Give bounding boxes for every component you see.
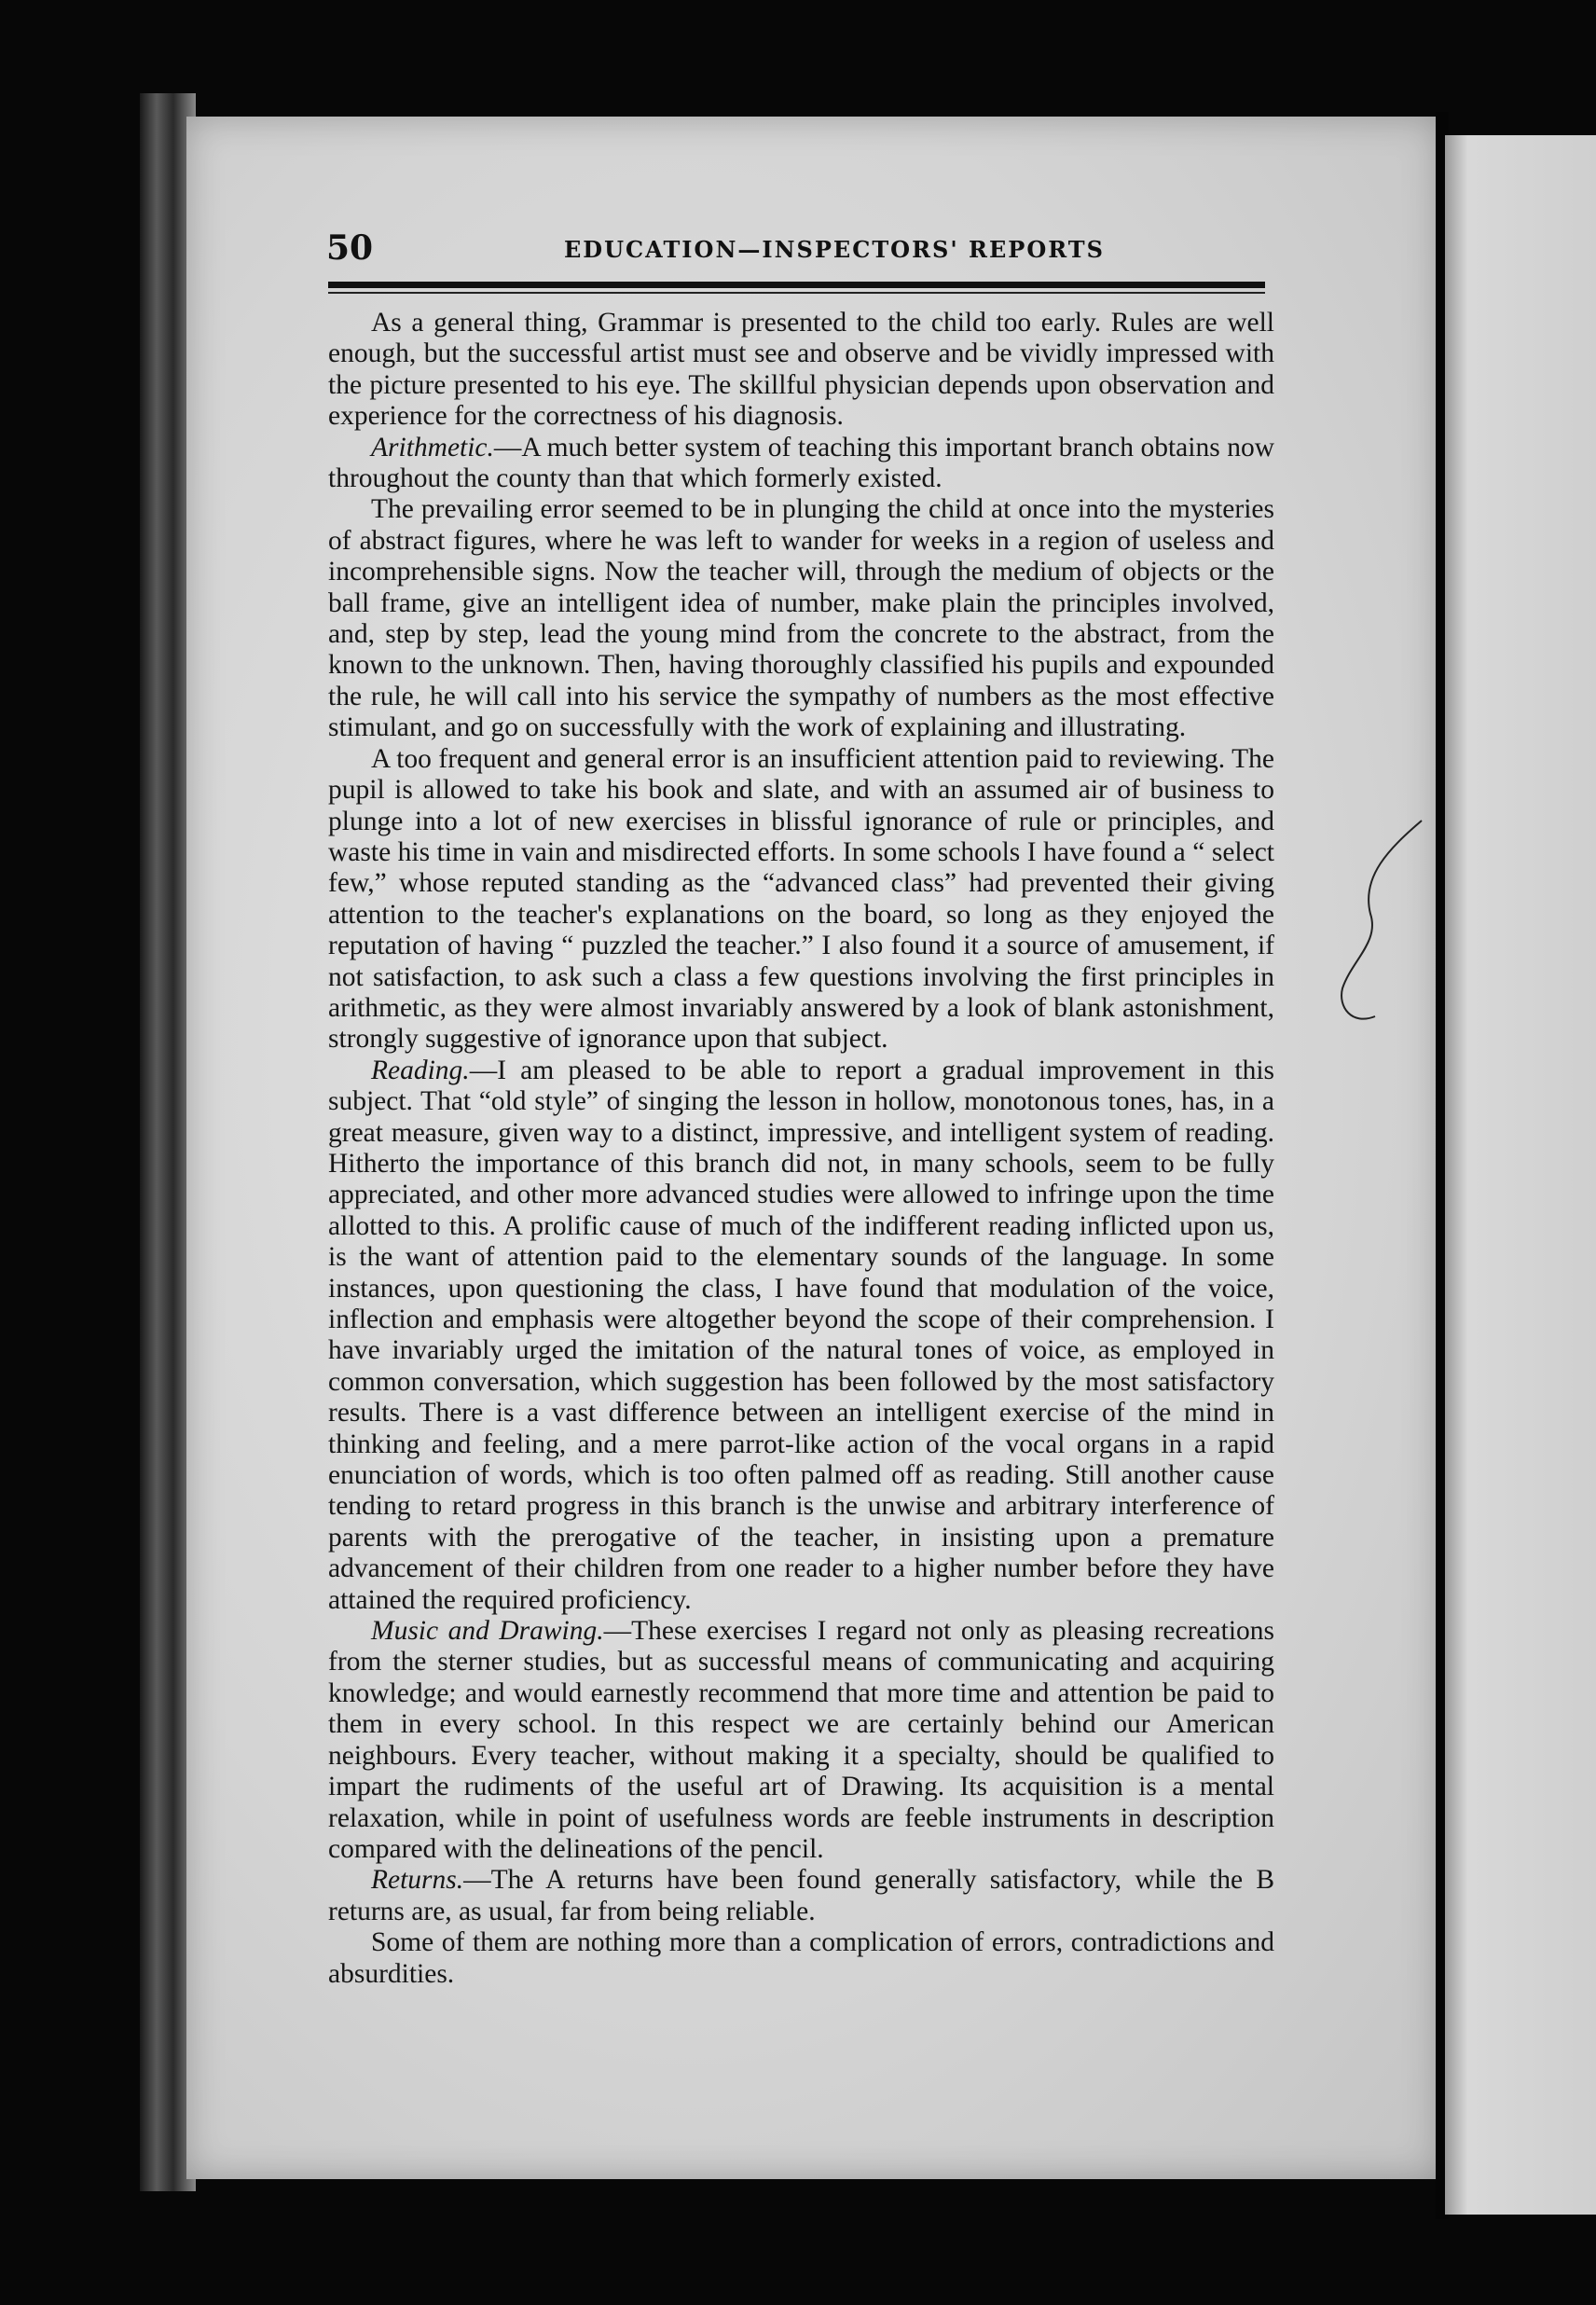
margin-pen-mark <box>1333 811 1445 1054</box>
section-heading-returns: Returns. <box>371 1865 464 1896</box>
header-rule-thick <box>328 282 1265 288</box>
paragraph-reading <box>328 1056 1274 1616</box>
paragraph-text: Some of them are nothing more than a complication of errors, contradictions and absurdities. <box>328 1927 1274 1989</box>
adjacent-page-edge <box>1445 135 1596 2215</box>
paragraph-text: —These exercises I regard not only as pleasing recreations from the sterner studies, but as successful means of communicating and acquiring knowledge; and would earnestly recommend that more time and attention be paid to them in every school. In this respect we are certainly behind our American neighbours. Every teacher, without making it a specialty, should be qualified to impart the rudiments of the useful art of Drawing. Its acquisition is a mental relaxation, while in point of usefulness words are feeble instruments in description compared with the delineations of the pencil. <box>328 1616 1274 1864</box>
paragraph-text: —The A returns have been found generally satisfactory, while the B returns are, as usual, far from being reliable. <box>328 1865 1274 1926</box>
paragraph-arithmetic <box>328 433 1274 495</box>
page-number: 50 <box>326 228 374 268</box>
paragraph-prevailing-error <box>328 494 1274 743</box>
header-rule-thin <box>328 292 1265 294</box>
paragraph-closing <box>328 1927 1274 1990</box>
paragraph-text: —A much better system of teaching this important branch obtains now throughout the county than that which formerly existed. <box>328 432 1274 494</box>
page-header <box>326 228 1277 275</box>
paragraph-text: A too frequent and general error is an insufficient attention paid to reviewing. The pupil is allowed to take his book and slate, and with an assumed air of business to plunge into a lot of new exercises in blissful ignorance of rule or principles, and waste his time in vain and misdirected efforts. In some schools I have found a “ select few,” whose reputed standing as the “advanced class” had prevented their giving attention to the teacher's explanations on the board, so long as they enjoyed the reputation of having “ puzzled the teacher.” I also found it a source of amusement, if not satisfaction, to ask such a class a few questions involving the first principles in arithmetic, as they were almost invariably answered by a look of blank astonishment, strongly suggestive of ignorance upon that subject. <box>328 743 1274 1055</box>
paragraph-text: —I am pleased to be able to report a gradual improvement in this subject. That “old style” of singing the lesson in hollow, monotonous tones, has, in a great measure, given way to a distinct, impressive, and intelligent system of reading. Hitherto the importance of this branch did not, in many schools, seem to be fully appreciated, and other more advanced studies were allowed to infringe upon the time allotted to this. A prolific cause of much of the indifferent reading inflicted upon us, is the want of attention paid to the elementary sounds of the language. In some instances, upon questioning the class, I have found that modulation of the voice, inflection and emphasis were altogether beyond the scope of their comprehension. I have invariably urged the imitation of the natural tones of voice, as employed in common conversation, which suggestion has been followed by the most satisfactory results. There is a vast difference between an intelligent exercise of the mind in thinking and feeling, and a mere parrot-like action of the vocal organs in a rapid enunciation of words, which is too often palmed off as reading. Still another cause tending to retard progress in this branch is the unwise and arbitrary interference of parents with the prerogative of the teacher, in insisting upon a premature advancement of their children from one reader to a higher number before they have attained the required proficiency. <box>328 1055 1274 1615</box>
paragraph-text: The prevailing error seemed to be in plunging the child at once into the mysteries of abstract figures, where he was left to wander for weeks in a region of useless and incomprehensible signs. Now the teacher will, through the medium of objects or the ball frame, give an intelligent idea of number, make plain the principles involved, and, step by step, lead the young mind from the concrete to the abstract, from the known to the unknown. Then, having thoroughly classified his pupils and expounded the rule, he will call into his service the sympathy of numbers as the most effective stimulant, and go on successfully with the work of explaining and illustrating. <box>328 494 1274 743</box>
paragraph-music-drawing <box>328 1616 1274 1865</box>
section-heading-music-drawing: Music and Drawing. <box>371 1616 604 1647</box>
section-heading-reading: Reading. <box>371 1055 470 1085</box>
paragraph-reviewing <box>328 744 1274 1056</box>
paragraph-grammar <box>328 308 1274 433</box>
section-heading-arithmetic: Arithmetic. <box>371 432 494 462</box>
paragraph-returns <box>328 1865 1274 1927</box>
report-body <box>328 308 1274 1990</box>
running-title: EDUCATION—INSPECTORS' REPORTS <box>564 236 1105 263</box>
paragraph-text: As a general thing, Grammar is presented to the child too early. Rules are well enough, but the successful artist must see and observe and be vividly impressed with the picture presented to his eye. The skillful physician depends upon observation and experience for the correctness of his diagnosis. <box>328 308 1274 432</box>
